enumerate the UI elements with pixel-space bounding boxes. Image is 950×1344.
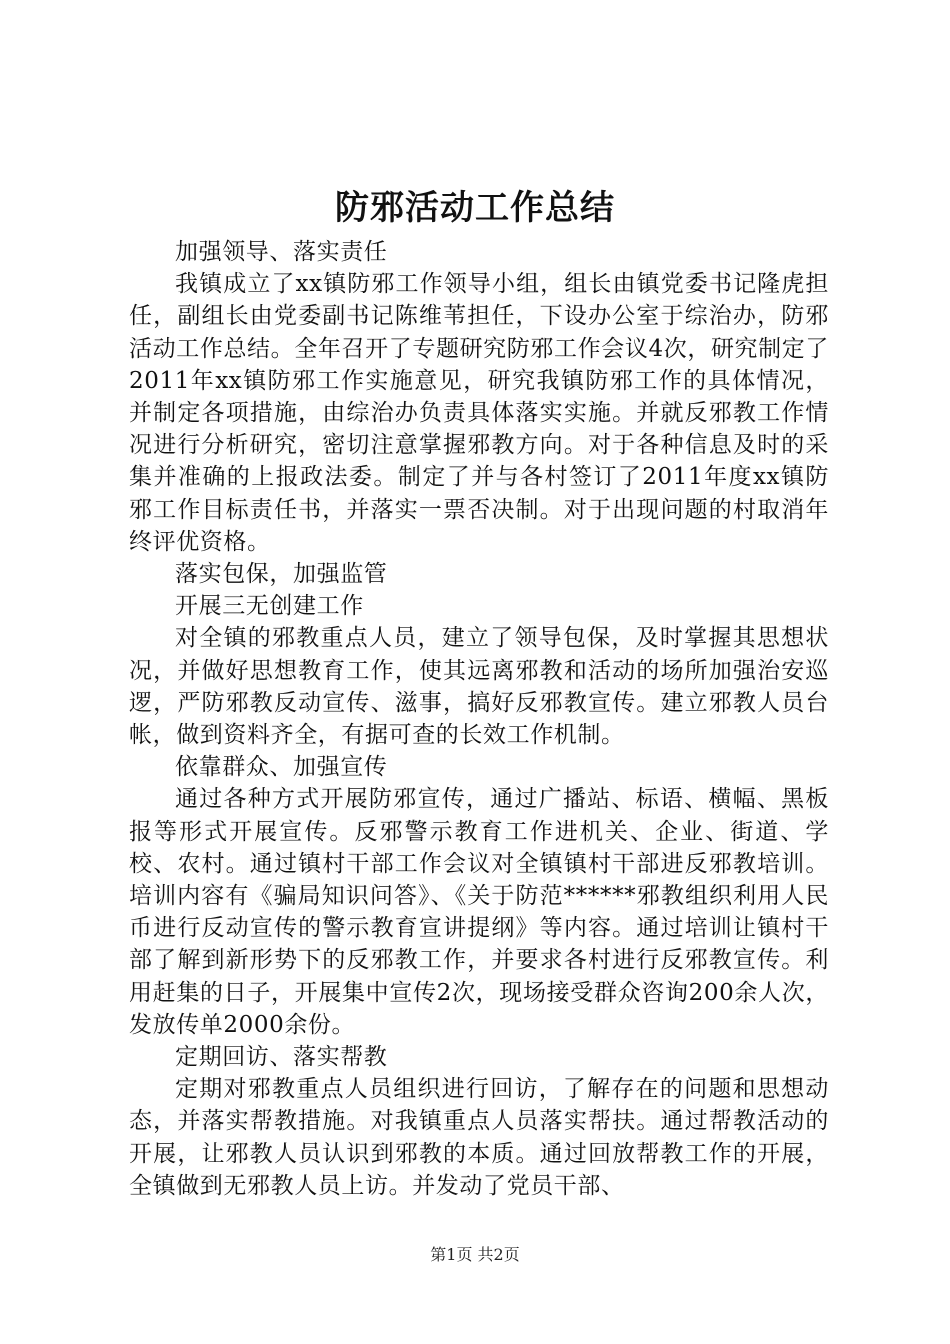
section-heading-publicity: 依靠群众、加强宣传	[175, 754, 388, 781]
paragraph-supervision: 对全镇的邪教重点人员，建立了领导包保，及时掌握其思想状况，并做好思想教育工作，使其远离邪教和活动的场所加强治安巡逻，严防邪教反动宣传、滋事，搞好反邪教宣传。建立邪教人员台帐，做到资料齐全，有据可查的长效工作机制。	[129, 625, 829, 749]
document-body	[129, 236, 829, 1202]
section-heading-leadership: 加强领导、落实责任	[175, 239, 388, 265]
paragraph-publicity: 通过各种方式开展防邪宣传，通过广播站、标语、横幅、黑板报等形式开展宣传。反邪警示教育工作进机关、企业、街道、学校、农村。通过镇村干部工作会议对全镇镇村干部进反邪教培训。培训内容有《骗局知识问答》、《关于防范******邪教组织利用人民币进行反动宣传的警示教育宣讲提纲》等内容。通过培训让镇村干部了解到新形势下的反邪教工作，并要求各村进行反邪教宣传。利用赶集的日子，开展集中宣传2次，现场接受群众咨询200余人次，发放传单2000余份。	[129, 786, 829, 1038]
page-footer: 第1页 共2页	[430, 1245, 520, 1264]
paragraph-leadership: 我镇成立了xx镇防邪工作领导小组，组长由镇党委书记隆虎担任，副组长由党委副书记陈维苇担任，下设办公室于综治办，防邪活动工作总结。全年召开了专题研究防邪工作会议4次，研究制定了2011年xx镇防邪工作实施意见，研究我镇防邪工作的具体情况，并制定各项措施，由综治办负责具体落实实施。并就反邪教工作情况进行分析研究，密切注意掌握邪教方向。对于各种信息及时的采集并准确的上报政法委。制定了并与各村签订了2011年度xx镇防邪工作目标责任书，并落实一票否决制。对于出现问题的村取消年终评优资格。	[129, 271, 829, 555]
section-heading-revisit: 定期回访、落实帮教	[175, 1044, 388, 1071]
section-heading-supervision: 落实包保，加强监管	[175, 561, 388, 588]
document-title: 防邪活动工作总结	[335, 188, 615, 228]
paragraph-revisit: 定期对邪教重点人员组织进行回访，了解存在的问题和思想动态，并落实帮教措施。对我镇重点人员落实帮扶。通过帮教活动的开展，让邪教人员认识到邪教的本质。通过回放帮教工作的开展，全镇做到无邪教人员上访。并发动了党员干部、	[129, 1076, 829, 1199]
section-heading-three-no: 开展三无创建工作	[175, 593, 364, 620]
